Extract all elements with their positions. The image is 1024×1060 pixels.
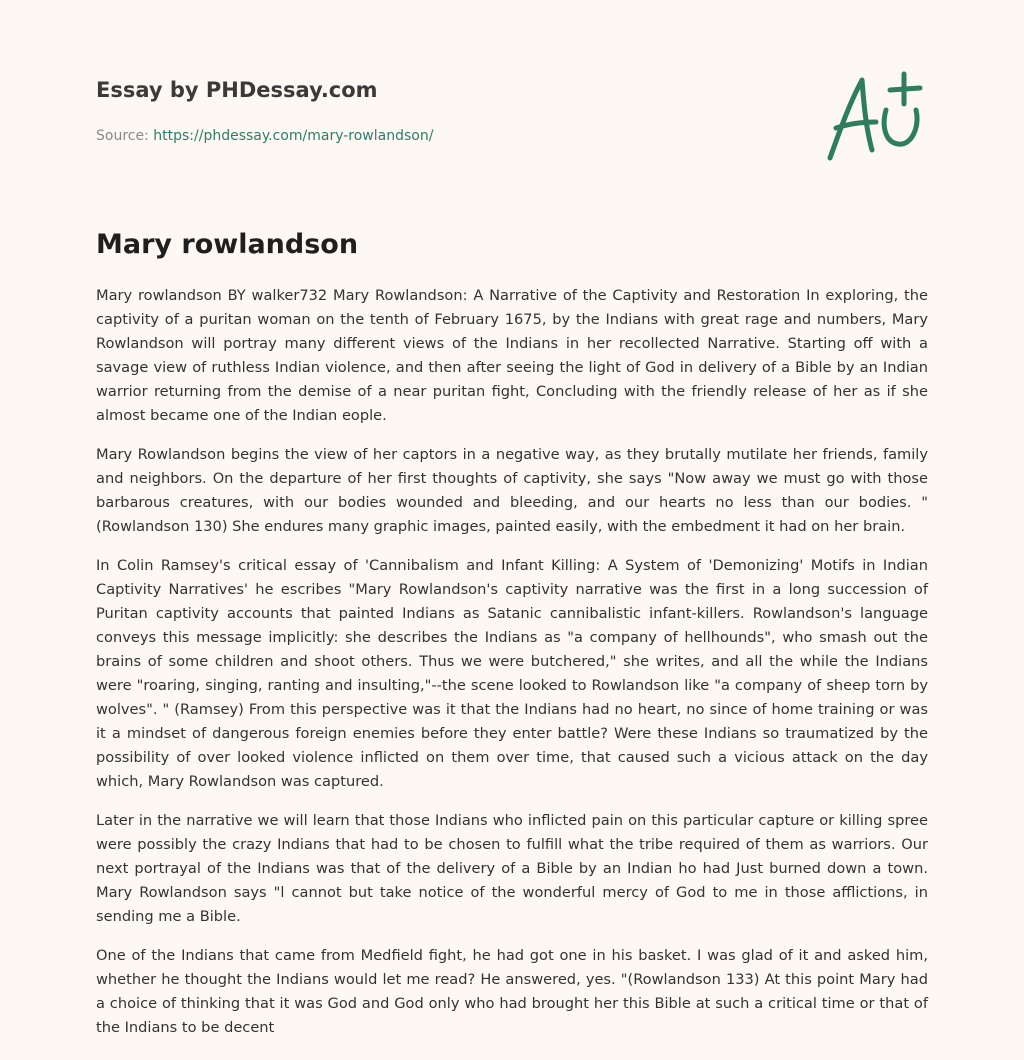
essay-body [96, 284, 928, 1055]
brand-name: Essay by PHDessay.com [96, 78, 378, 102]
essay-paragraph: Mary rowlandson BY walker732 Mary Rowlandson: A Narrative of the Captivity and Restoration In exploring, the captivity of a puritan woman on the tenth of February 1675, by the Indians with great rage and numbers, Mary Rowlandson will portray many different views of the Indians in her recollected Narrative. Starting off with a savage view of ruthless Indian violence, and then after seeing the light of God in delivery of a Bible by an Indian warrior returning from the demise of a near puritan fight, Concluding with the friendly release of her as if she almost became one of the Indian eople. [96, 287, 928, 424]
essay-paragraph: Later in the narrative we will learn that those Indians who inflicted pain on this particular capture or killing spree were possibly the crazy Indians that had to be chosen to fulfill what the tribe required of them as warriors. Our next portrayal of the Indians was that of the delivery of a Bible by an Indian ho had Just burned down a town. Mary Rowlandson says "l cannot but take notice of the wonderful mercy of God to me in those afflictions, in sending me a Bible. [96, 812, 928, 925]
essay-paragraph: One of the Indians that came from Medfield fight, he had got one in his basket. I was glad of it and asked him, whether he thought the Indians would let me read? He answered, yes. "(Rowlandson 133) At this point Mary had a choice of thinking that it was God and God only who had brought her this Bible at such a critical time or that of the Indians to be decent [96, 947, 928, 1036]
essay-title: Mary rowlandson [96, 229, 359, 260]
source-link[interactable]: https://phdessay.com/mary-rowlandson/ [153, 128, 434, 144]
essay-paragraph: In Colin Ramsey's critical essay of 'Cannibalism and Infant Killing: A System of 'Demonizing' Motifs in Indian Captivity Narratives' he escribes "Mary Rowlandson's captivity narrative was the first in a long succession of Puritan captivity accounts that painted Indians as Satanic cannibalistic infant-killers. Rowlandson's language conveys this message implicitly: she describes the Indians as "a company of hellhounds", who smash out the brains of some children and shoot others. Thus we were butchered," she writes, and all the while the Indians were "roaring, singing, ranting and insulting,"--the scene looked to Rowlandson like "a company of sheep torn by wolves". " (Ramsey) From this perspective was it that the Indians had no heart, no since of home training or was it a mindset of dangerous foreign enemies before they enter battle? Were these Indians so traumatized by the possibility of over looked violence inflicted on them over time, that caused such a vicious attack on the day which, Mary Rowlandson was captured. [96, 557, 928, 790]
source-label: Source: [96, 128, 154, 144]
source-line [96, 126, 928, 146]
a-plus-grade-icon [820, 66, 930, 166]
site-header [96, 76, 928, 146]
essay-paragraph: Mary Rowlandson begins the view of her captors in a negative way, as they brutally mutilate her friends, family and neighbors. On the departure of her first thoughts of captivity, she says "Now away we must go with those barbarous creatures, with our bodies wounded and bleeding, and our hearts no less than our bodies. "(Rowlandson 130) She endures many graphic images, painted easily, with the embedment it had on her brain. [96, 446, 928, 535]
